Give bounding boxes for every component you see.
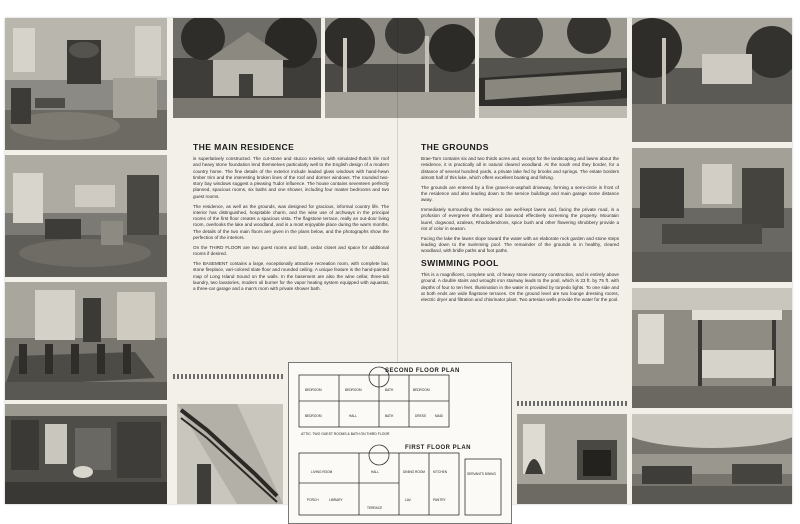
main-residence-paragraph: is superlatively constructed. The cut-stone and stucco exterior, with simulated-thatch tile roof and heavy stone foundation lend themselves particularly well to the English design of a modern country home. The fine details of the exterior include leaded glass windows with hand-hewn timber trim and the interesting broken lines of the roof and dormer windows. The rounded two-story bay windows suggest a pleasing Tudor influence. The house contains seventeen perfectly planned, spacious rooms, six baths and one shower, including four master bedrooms and two guest rooms. — [193, 156, 389, 199]
room-label: LAV. — [405, 498, 412, 502]
room-label: BEDROOM — [305, 414, 322, 418]
decorative-border-right — [517, 401, 627, 406]
second-floor-plan-title: SECOND FLOOR PLAN — [385, 368, 460, 374]
photo-grand-staircase — [177, 404, 283, 504]
room-label: MAID — [435, 414, 443, 418]
main-residence-section — [193, 142, 389, 296]
room-label: DRESS — [415, 414, 426, 418]
floor-plan — [288, 362, 512, 524]
photo-staircase-hall — [5, 155, 167, 277]
room-label: BATH — [385, 414, 394, 418]
room-label: HALL — [371, 470, 379, 474]
room-label: DINING ROOM — [403, 470, 425, 474]
room-label: BEDROOM — [413, 388, 430, 392]
photo-living-room — [5, 18, 167, 150]
main-residence-paragraph: The BASEMENT contains a large, exceptionally attractive recreation room, with complete bar, stone fireplace, vari-colored slate floor and rounded ceiling. A unique feature is the hand-painted map of Long Island Sound on the walls. In the basement are also the wine cellar, three-tub laundry, two lavatories, modern oil burner for the vapor heating system equipped with aquastat, a three-car garage and a man's room with private shower bath. — [193, 260, 389, 292]
room-label: BEDROOM — [305, 388, 322, 392]
room-label: TERRACE — [367, 506, 383, 510]
brochure-spread — [5, 18, 792, 510]
room-label: KITCHEN — [433, 470, 447, 474]
main-residence-heading: THE MAIN RESIDENCE — [193, 142, 295, 152]
room-label: PANTRY — [433, 498, 446, 502]
grounds-heading: THE GROUNDS — [421, 142, 489, 152]
photo-paneled-library — [5, 404, 167, 504]
room-label: SERVANTS DINING — [467, 472, 496, 476]
grounds-paragraph: Brae-Tarn contains six and two thirds acres and, except for the landscaping and lawns about the residence, it is practically all in natural cleared woodland. At the south end they border, for a distance of several hundred yards, a private lake fed by brooks and springs. The estate borders almost half of this lake, which offers excellent boating and fishing. — [421, 156, 619, 180]
grounds-paragraph: Immediately surrounding the residence are well-kept lawns and, facing the private road, is a profusion of evergreen shrubbery and boxwood effectively screening the property. Mountain laurel, dogwood, azaleas, Rhododendrons, spice bush and other flowering shrubbery provide a riot of color in season. — [421, 207, 619, 231]
room-label: HALL — [349, 414, 357, 418]
photo-canopy-bedroom — [632, 288, 792, 408]
grounds-paragraph: The grounds are entered by a fine gravel-on-asphalt driveway, forming a semi-circle in front of the residence and also leading down to the service buildings and main garage some distance away. — [421, 184, 619, 203]
main-residence-paragraph: The residence, as well as the grounds, was designed for gracious, informal country life. The interior has distinguished, hospitable charm, and the wise use of archways in the principal rooms of the first floor creates a spacious vista. The flagstone terrace, really an out-door living room, overlooks the lake and woodland, and is a most enjoyable place during the warm months. The details of the two main floors are given in the plans below, and the photographs show the perfection of the interiors. — [193, 203, 389, 241]
room-label: BEDROOM — [345, 388, 362, 392]
room-label: LIBRARY — [329, 498, 343, 502]
attic-note: ATTIC: TWO GUEST ROOMS & BATH ON THIRD FLOOR — [301, 432, 390, 436]
decorative-border-left — [173, 374, 283, 379]
swimming-pool-paragraph: This is a magnificent, complete unit, of heavy stone masonry construction, and is entirely above ground. A double stairs and wrought iron stairway leads to the pool, which is 23 ft. by 75 ft. with depths of four to ten feet. Illumination in the water is provided by torpedo lights. To one side and at both ends are wide flagstone terraces. On the ground level are two lounge dressing rooms, electric dryer and filtration and chlorinator plant. Two artesian wells provide the water for the pool. — [421, 272, 619, 303]
main-residence-paragraph: On the THIRD FLOOR are two guest rooms and bath, cedar closet and space for additional rooms if desired. — [193, 244, 389, 257]
photo-swimming-pool — [479, 18, 627, 118]
grounds-paragraph: Facing the lake the lawns slope toward the water with an elaborate rock garden and stone steps leading down to the swimming pool. The remainder of the grounds is in healthy, cleared woodland, with bridle paths and foot paths. — [421, 235, 619, 254]
photo-second-dining-room — [632, 148, 792, 282]
room-label: PORCH — [307, 498, 319, 502]
room-label: BATH — [385, 388, 394, 392]
grounds-section — [421, 142, 619, 307]
photo-recreation-room — [632, 414, 792, 504]
photo-bedroom-fireplace — [517, 414, 627, 504]
photo-house-and-lawn — [632, 18, 792, 142]
photo-exterior-front — [173, 18, 321, 118]
first-floor-plan-title: FIRST FLOOR PLAN — [405, 445, 471, 451]
swimming-pool-heading: SWIMMING POOL — [421, 258, 499, 269]
photo-dining-room — [5, 282, 167, 400]
photo-woodland-lake — [325, 18, 475, 118]
room-label: LIVING ROOM — [311, 470, 333, 474]
